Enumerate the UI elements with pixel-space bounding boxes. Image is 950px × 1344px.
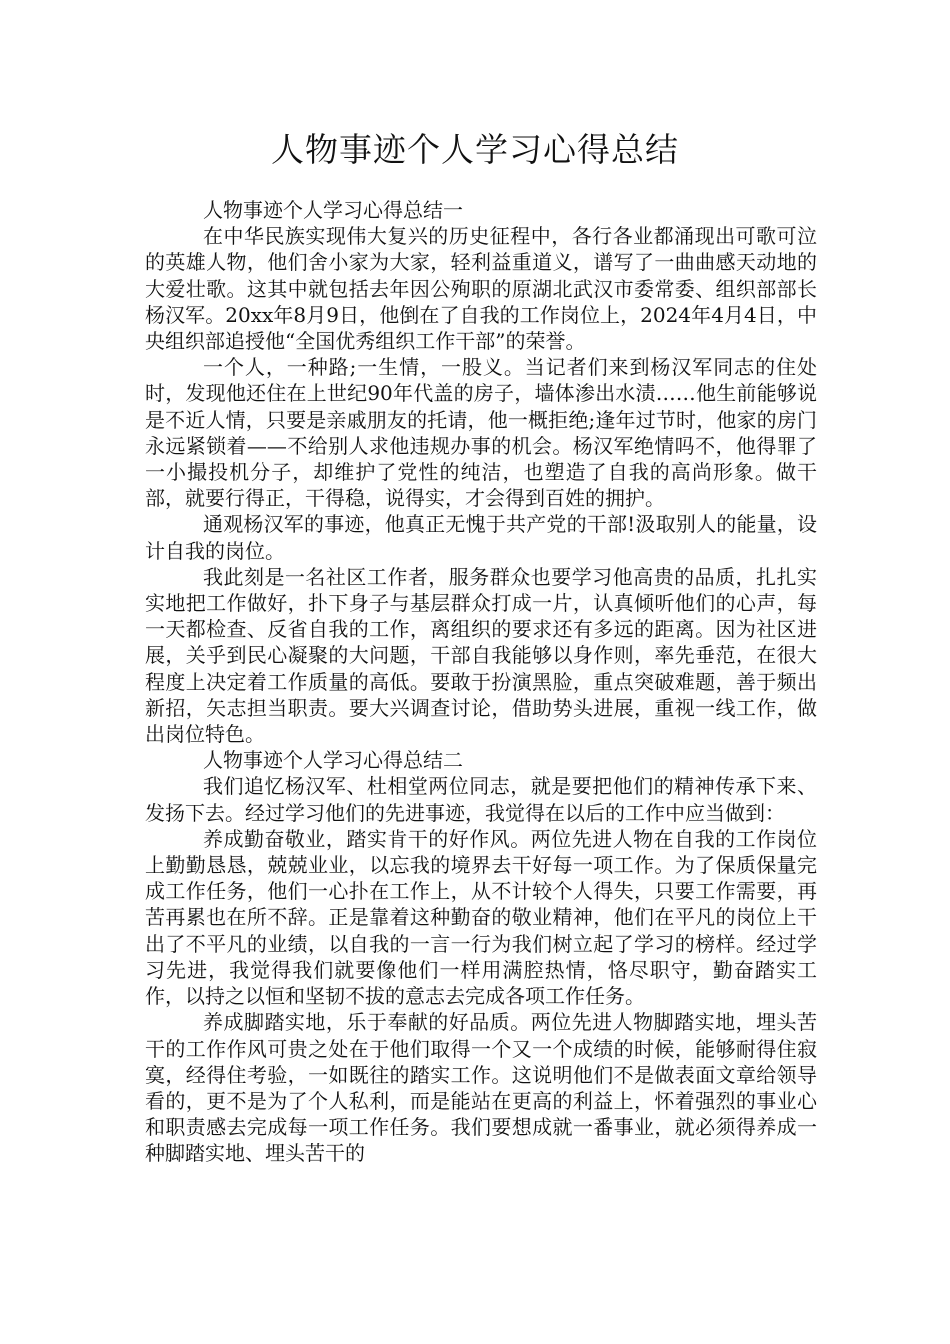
document-body [145, 197, 817, 1167]
document-title: 人物事迹个人学习心得总结 [271, 130, 679, 169]
section-heading-1: 人物事迹个人学习心得总结一 [203, 198, 463, 222]
body-paragraph: 我们追忆杨汉军、杜相堂两位同志，就是要把他们的精神传承下来、发扬下去。经过学习他们的先进事迹，我觉得在以后的工作中应当做到： [145, 774, 817, 825]
body-paragraph: 一个人，一种路;一生情，一股义。当记者们来到杨汉军同志的住处时，发现他还住在上世纪90年代盖的房子，墙体渗出水渍……他生前能够说是不近人情，只要是亲戚朋友的托请，他一概拒绝;逢年过节时，他家的房门永远紧锁着——不给别人求他违规办事的机会。杨汉军绝情吗不，他得罪了一小撮投机分子，却维护了党性的纯洁，也塑造了自我的高尚形象。做干部，就要行得正，干得稳，说得实，才会得到百姓的拥护。 [145, 355, 817, 511]
section-heading-2: 人物事迹个人学习心得总结二 [203, 748, 463, 773]
body-paragraph: 我此刻是一名社区工作者，服务群众也要学习他高贵的品质，扎扎实实地把工作做好，扑下身子与基层群众打成一片，认真倾听他们的心声，每一天都检查、反省自我的工作，离组织的要求还有多远的距离。因为社区进展，关乎到民心凝聚的大问题，干部自我能够以身作则，率先垂范，在很大程度上决定着工作质量的高低。要敢于扮演黑脸，重点突破难题，善于频出新招，矢志担当职责。要大兴调查讨论，借助势头进展，重视一线工作，做出岗位特色。 [145, 564, 817, 747]
body-paragraph: 养成脚踏实地，乐于奉献的好品质。两位先进人物脚踏实地，埋头苦干的工作作风可贵之处在于他们取得一个又一个成绩的时候，能够耐得住寂寞，经得住考验，一如既往的踏实工作。这说明他们不是做表面文章给领导看的，更不是为了个人私利，而是能站在更高的利益上，怀着强烈的事业心和职责感去完成每一项工作任务。我们要想成就一番事业，就必须得养成一种脚踏实地、埋头苦干的 [145, 1010, 817, 1166]
body-paragraph: 养成勤奋敬业，踏实肯干的好作风。两位先进人物在自我的工作岗位上勤勤恳恳，兢兢业业，以忘我的境界去干好每一项工作。为了保质保量完成工作任务，他们一心扑在工作上，从不计较个人得失，只要工作需要，再苦再累也在所不辞。正是靠着这种勤奋的敬业精神，他们在平凡的岗位上干出了不平凡的业绩，以自我的一言一行为我们树立起了学习的榜样。经过学习先进，我觉得我们就要像他们一样用满腔热情，恪尽职守，勤奋踏实工作，以持之以恒和坚韧不拔的意志去完成各项工作任务。 [145, 826, 817, 1009]
body-paragraph: 在中华民族实现伟大复兴的历史征程中，各行各业都涌现出可歌可泣的英雄人物，他们舍小家为大家，轻利益重道义，谱写了一曲曲感天动地的大爱壮歌。这其中就包括去年因公殉职的原湖北武汉市委常委、组织部部长杨汉军。20xx年8月9日，他倒在了自我的工作岗位上，2024年4月4日，中央组织部追授他“全国优秀组织工作干部”的荣誉。 [145, 224, 817, 354]
body-paragraph: 通观杨汉军的事迹，他真正无愧于共产党的干部!汲取别人的能量，设计自我的岗位。 [145, 512, 817, 563]
